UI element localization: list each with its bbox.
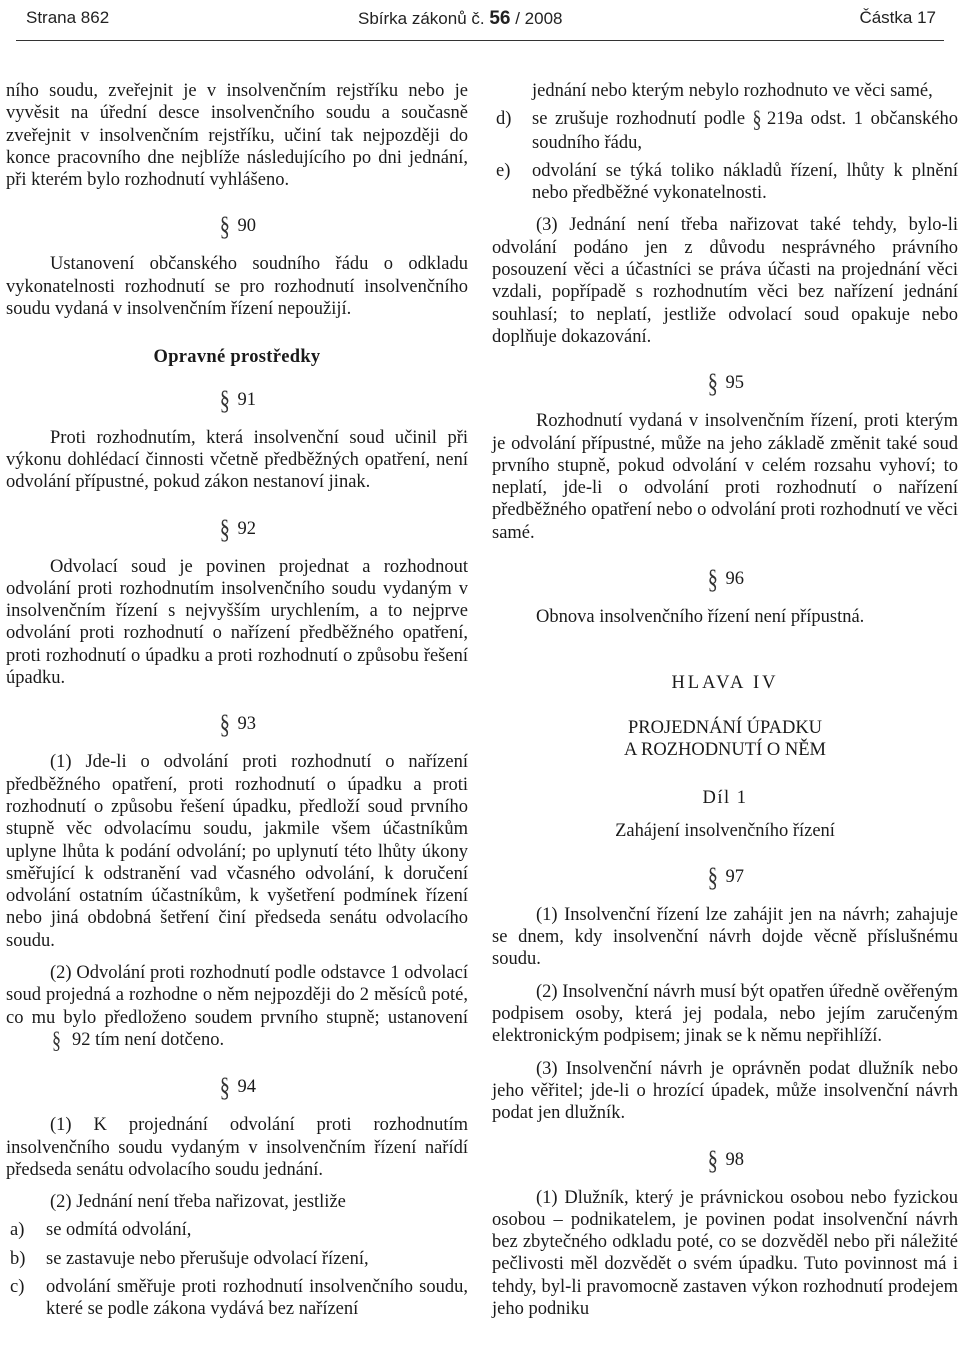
list-item-d-tail: 219a odst. 1 občanského soudního řádu, (532, 109, 958, 153)
collection-number: 56 (489, 8, 511, 29)
section-symbol: § (707, 861, 718, 892)
section-94-para-2: (2) Jednání není třeba nařizovat, jestliže (50, 1192, 346, 1213)
list-item-label: c) (10, 1276, 25, 1297)
page-number: Strana 862 (26, 8, 110, 27)
list-item-text: se zastavuje nebo přerušuje odvolací řízení, (46, 1248, 369, 1269)
section-symbol: § (707, 1144, 718, 1175)
list-item-text: odvolání se týká toliko nákladů řízení, lhůty k plnění nebo předběžné vykonatelnosti. (532, 160, 958, 204)
heading-opravne-prostredky: Opravné prostředky (153, 347, 321, 368)
list-item (6, 1276, 468, 1321)
section-93-para-2-tail: 92 tím není dotčeno. (72, 1029, 225, 1050)
list-item-d-text: se zrušuje rozhodnutí podle (532, 109, 746, 130)
section-heading-90 (6, 211, 468, 242)
section-heading-98 (492, 1144, 958, 1175)
section-97-para-2: (2) Insolvenční návrh musí být opatřen úředně ověřeným podpisem osoby, která jej podala, nebo jejím zaručeným elektronickým podpisem; jinak se k němu nepřihlíží. (492, 981, 958, 1047)
section-98-para-1: (1) Dlužník, který je právnickou osobou nebo fyzickou osobou – podnikatelem, je povinen podat insolvenční návrh bez zbytečného odkladu poté, co se dozvěděl nebo při náležité pečlivosti měl dozvědět o svém úpadku. Tuto povinnost má i tehdy, byl-li pravomocně zastaven výkon rozhodnutí prodejem jeho podniku (492, 1187, 958, 1319)
list-item (6, 1248, 468, 1270)
list-item-text: se odmítá odvolání, (46, 1220, 192, 1241)
section-92-text: Odvolací soud je povinen projednat a rozhodnout odvolání proti rozhodnutím insolvenčního soudu vydaným v insolvenčním řízení s nejvyšším urychlením, a to nejprve odvolání proti rozhodnutí o nařízení předběžného opatření, proti rozhodnutí o úpadku a proti rozhodnutí o způsobu řešení úpadku. (6, 556, 468, 689)
section-number: 96 (725, 569, 744, 590)
chapter-title-line-2: A ROZHODNUTÍ O NĚM (624, 739, 826, 760)
page-header (0, 0, 960, 34)
list-item-text: jednání nebo kterým nebylo rozhodnuto ve věci samé, (532, 81, 933, 101)
section-heading-91 (6, 384, 468, 415)
list-item-label: a) (10, 1220, 25, 1241)
collection-prefix: Sbírka zákonů č. (358, 9, 485, 28)
section-97-para-3: (3) Insolvenční návrh je oprávněn podat dlužník nebo jeho věřitel; jde-li o hrozící úpadek, může insolvenční návrh podat jen dlužník. (492, 1058, 958, 1124)
section-symbol: § (707, 564, 718, 595)
section-94-list (6, 1219, 468, 1320)
list-item (6, 1219, 468, 1241)
section-93-para-1: (1) Jde-li o odvolání proti rozhodnutí o nařízení předběžného opatření, proti rozhodnutí o úpadku a proti rozhodnutí o způsobu řešení úpadku, předloží soud prvního stupně věc odvolacímu soudu, jakmile všem účastníkům uplyne lhůta k podání odvolání; po uplynutí této lhůty úkony směřující k odstranění vad včasného odvolání, k doručení odvolání ostatním účastníkům, k vyšetření podmínek řízení nebo jiná obdobná šetření činí předseda senátu odvolacího soudu. (6, 752, 468, 951)
section-symbol: § (219, 709, 230, 740)
section-96-text: Obnova insolvenčního řízení není přípustná. (536, 607, 865, 628)
section-symbol: § (219, 384, 230, 415)
collection-reference (358, 8, 563, 30)
section-97-para-1: (1) Insolvenční řízení lze zahájit jen na návrh; zahajuje se dnem, kdy insolvenční návrh dojde věcně příslušnému soudu. (492, 904, 958, 970)
section-number: 94 (237, 1077, 256, 1098)
section-symbol: § (752, 107, 762, 134)
list-item-continuation (492, 80, 958, 102)
right-column (492, 80, 958, 1320)
list-item-text (532, 108, 958, 154)
left-column (6, 80, 468, 1321)
section-heading-92 (6, 513, 468, 544)
list-item-label: b) (10, 1248, 26, 1269)
section-number: 90 (237, 216, 256, 237)
section-93-para-2 (6, 962, 468, 1052)
section-number: 98 (725, 1149, 744, 1170)
section-90-text: Ustanovení občanského soudního řádu o odkladu vykonatelnosti rozhodnutí se pro rozhodnutí insolvenčního soudu vydaná v insolvenčním řízení nepoužijí. (6, 254, 468, 320)
issue-part: Částka 17 (859, 8, 936, 27)
section-93-para-2-text: (2) Odvolání proti rozhodnutí podle odstavce 1 odvolací soud projedná a rozhodne o něm nejpozději do 2 měsíců poté, co mu bylo předloženo soudem prvního stupně; ustanovení (6, 963, 468, 1028)
intro-paragraph: ního soudu, zveřejnit je v insolvenčním rejstříku nebo je vyvěsit na úřední desce insolvenčního soudu a současně zveřejnit v insolvenčním rejstříku, učiní tak nejpozději do konce pracovního dne nejblíže následujícího po dni jednání, při kterém bylo rozhodnutí vyhlášeno. (6, 81, 468, 191)
list-item (492, 160, 958, 205)
section-number: 93 (237, 714, 256, 735)
list-item-label: d) (496, 109, 512, 130)
section-94-para-3: (3) Jednání není třeba nařizovat také tehdy, bylo-li odvolání podáno jen z důvodu nesprávného právního posouzení věci a účastníci se práva účasti na projednání věci vzdali, popřípadě s rozhodnutím věci bez nařízení jednání souhlasí; to neplatí, jestliže odvolací soud opakuje nebo doplňuje dokazování. (492, 215, 958, 347)
section-number: 91 (237, 389, 256, 410)
list-item (492, 108, 958, 154)
list-item-label: e) (496, 160, 511, 181)
section-symbol: § (219, 1072, 230, 1103)
section-94-para-1: (1) K projednání odvolání proti rozhodnutím insolvenčního soudu vydaným v insolvenčním řízení nařídí předseda senátu odvolacího soudu jednání. (6, 1115, 468, 1180)
chapter-heading: HLAVA IV (671, 673, 779, 694)
section-heading-95 (492, 368, 958, 399)
section-symbol: § (219, 513, 230, 544)
section-heading-96 (492, 564, 958, 595)
list-item-text: odvolání směřuje proti rozhodnutí insolvenčního soudu, které se podle zákona vydává bez nařízení (46, 1276, 468, 1320)
section-number: 92 (237, 518, 256, 539)
part-title: Zahájení insolvenčního řízení (615, 820, 835, 841)
collection-year: / 2008 (515, 9, 563, 28)
section-95-text: Rozhodnutí vydaná v insolvenčním řízení, proti kterým je odvolání přípustné, může na jeho základě změnit také soud prvního stupně, pokud odvolání v celém rozsahu vyhoví; to neplatí, jde-li o odvolání proti rozhodnutí o nařízení předběžného opatření nebo o odvolání proti rozhodnutí ve věci samé. (492, 411, 958, 543)
section-number: 95 (725, 373, 744, 394)
section-number: 97 (725, 866, 744, 887)
section-91-text: Proti rozhodnutím, která insolvenční soud učinil při výkonu dohlédací činnosti včetně předběžných opatření, není odvolání přípustné, pokud zákon nestanoví jinak. (6, 427, 468, 493)
chapter-title-line-1: PROJEDNÁNÍ ÚPADKU (627, 717, 823, 738)
part-heading: Díl 1 (702, 788, 748, 809)
section-symbol: § (707, 368, 718, 399)
section-heading-97 (492, 861, 958, 892)
section-heading-93 (6, 709, 468, 740)
section-heading-94 (6, 1072, 468, 1103)
section-symbol: § (219, 211, 230, 242)
header-rule (16, 40, 944, 41)
section-symbol: § (52, 1027, 61, 1054)
